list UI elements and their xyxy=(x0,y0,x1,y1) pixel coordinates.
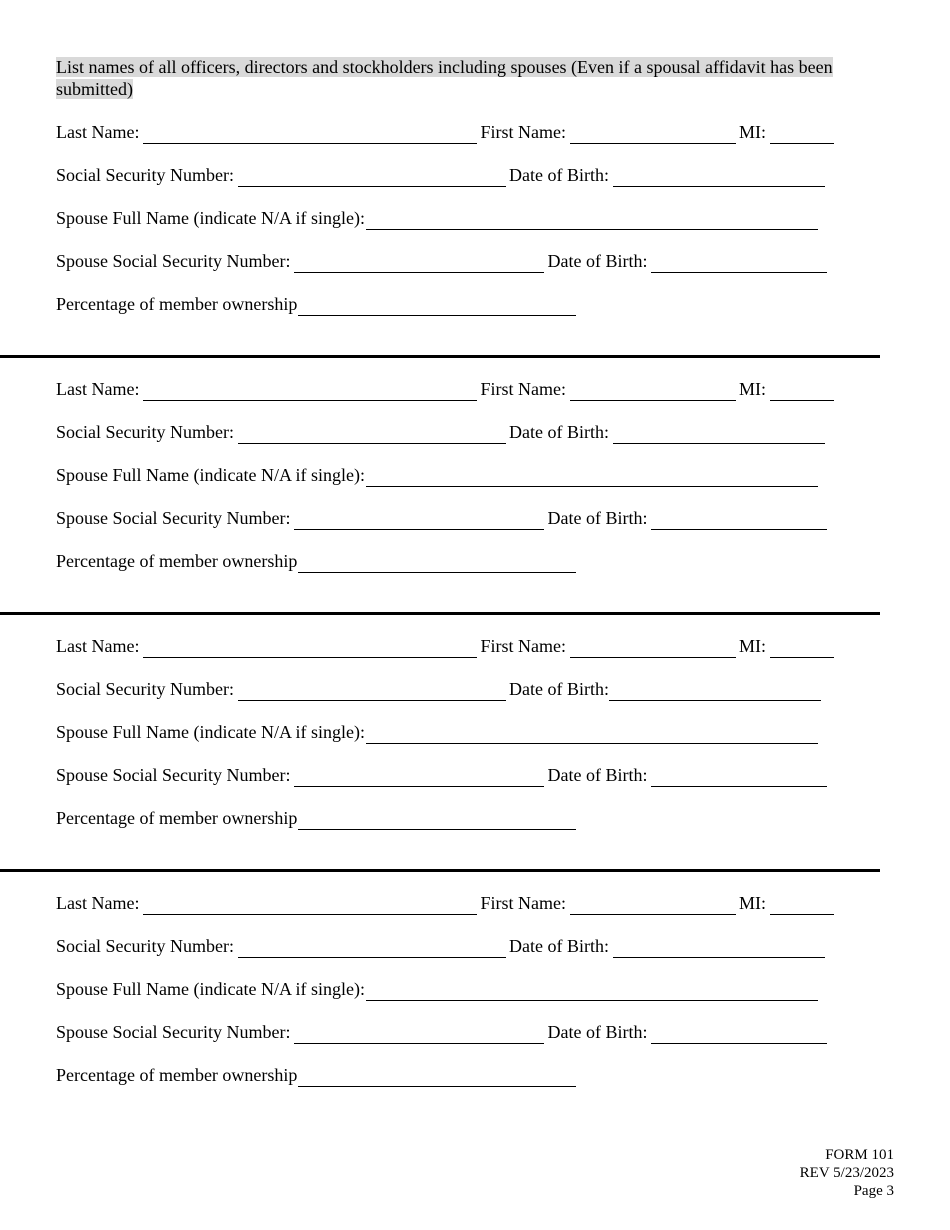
name-row xyxy=(56,120,837,144)
first-name-field[interactable] xyxy=(570,896,736,915)
last-name-label: Last Name: xyxy=(56,379,140,399)
mi-field[interactable] xyxy=(770,639,834,658)
percentage-row xyxy=(56,1063,579,1087)
spouse-name-label: Spouse Full Name (indicate N/A if single): xyxy=(56,979,365,999)
spouse-name-label: Spouse Full Name (indicate N/A if single): xyxy=(56,465,365,485)
section-divider xyxy=(0,869,880,872)
percentage-field[interactable] xyxy=(298,297,576,316)
name-row xyxy=(56,891,837,915)
percentage-label: Percentage of member ownership xyxy=(56,551,298,571)
spouse-name-row xyxy=(56,720,821,744)
instructions xyxy=(56,56,866,100)
ssn-field[interactable] xyxy=(238,939,506,958)
dob-field[interactable] xyxy=(613,939,825,958)
spouse-dob-field[interactable] xyxy=(651,254,827,273)
ssn-field[interactable] xyxy=(238,168,506,187)
spouse-ssn-field[interactable] xyxy=(294,511,544,530)
page-number: Page 3 xyxy=(853,1183,894,1199)
spouse-name-label: Spouse Full Name (indicate N/A if single): xyxy=(56,208,365,228)
dob-label: Date of Birth: xyxy=(508,422,609,442)
mi-label: MI: xyxy=(738,893,766,913)
last-name-field[interactable] xyxy=(143,125,477,144)
ssn-row xyxy=(56,163,828,187)
name-row xyxy=(56,634,837,658)
first-name-label: First Name: xyxy=(480,122,566,142)
last-name-label: Last Name: xyxy=(56,893,140,913)
form-footer xyxy=(800,1146,894,1200)
spouse-dob-field[interactable] xyxy=(651,511,827,530)
first-name-field[interactable] xyxy=(570,639,736,658)
member-section-2 xyxy=(0,369,950,629)
last-name-field[interactable] xyxy=(143,639,477,658)
spouse-name-row xyxy=(56,206,821,230)
percentage-row xyxy=(56,549,579,573)
spouse-ssn-label: Spouse Social Security Number: xyxy=(56,251,291,271)
spouse-ssn-field[interactable] xyxy=(294,254,544,273)
mi-label: MI: xyxy=(738,122,766,142)
first-name-label: First Name: xyxy=(480,636,566,656)
ssn-row xyxy=(56,677,824,701)
mi-field[interactable] xyxy=(770,382,834,401)
percentage-label: Percentage of member ownership xyxy=(56,294,298,314)
spouse-ssn-row xyxy=(56,763,830,787)
spouse-name-row xyxy=(56,977,821,1001)
spouse-ssn-label: Spouse Social Security Number: xyxy=(56,1022,291,1042)
last-name-label: Last Name: xyxy=(56,122,140,142)
dob-label: Date of Birth: xyxy=(508,165,609,185)
spouse-dob-field[interactable] xyxy=(651,1025,827,1044)
ssn-label: Social Security Number: xyxy=(56,422,234,442)
dob-field[interactable] xyxy=(609,682,821,701)
member-section-1 xyxy=(0,112,950,372)
spouse-name-row xyxy=(56,463,821,487)
spouse-dob-label: Date of Birth: xyxy=(547,1022,648,1042)
last-name-field[interactable] xyxy=(143,896,477,915)
ssn-field[interactable] xyxy=(238,425,506,444)
spouse-name-field[interactable] xyxy=(366,468,818,487)
mi-label: MI: xyxy=(738,636,766,656)
spouse-ssn-row xyxy=(56,1020,830,1044)
spouse-name-label: Spouse Full Name (indicate N/A if single): xyxy=(56,722,365,742)
spouse-ssn-label: Spouse Social Security Number: xyxy=(56,765,291,785)
spouse-ssn-row xyxy=(56,249,830,273)
spouse-ssn-field[interactable] xyxy=(294,768,544,787)
spouse-name-field[interactable] xyxy=(366,982,818,1001)
form-number: FORM 101 xyxy=(825,1147,894,1163)
last-name-label: Last Name: xyxy=(56,636,140,656)
member-section-3 xyxy=(0,626,950,886)
spouse-dob-field[interactable] xyxy=(651,768,827,787)
percentage-row xyxy=(56,806,579,830)
first-name-field[interactable] xyxy=(570,125,736,144)
dob-label: Date of Birth: xyxy=(508,679,609,699)
spouse-ssn-label: Spouse Social Security Number: xyxy=(56,508,291,528)
dob-label: Date of Birth: xyxy=(508,936,609,956)
spouse-dob-label: Date of Birth: xyxy=(547,251,648,271)
member-section-4 xyxy=(0,883,950,1143)
dob-field[interactable] xyxy=(613,168,825,187)
instructions-text: List names of all officers, directors and stockholders including spouses (Even if a spousal affidavit has been submitted) xyxy=(56,57,833,99)
first-name-label: First Name: xyxy=(480,893,566,913)
section-divider xyxy=(0,612,880,615)
ssn-row xyxy=(56,420,828,444)
ssn-label: Social Security Number: xyxy=(56,165,234,185)
form-revision: REV 5/23/2023 xyxy=(799,1165,894,1181)
spouse-ssn-field[interactable] xyxy=(294,1025,544,1044)
mi-label: MI: xyxy=(738,379,766,399)
mi-field[interactable] xyxy=(770,125,834,144)
percentage-field[interactable] xyxy=(298,811,576,830)
spouse-dob-label: Date of Birth: xyxy=(547,508,648,528)
ssn-field[interactable] xyxy=(238,682,506,701)
spouse-name-field[interactable] xyxy=(366,211,818,230)
percentage-field[interactable] xyxy=(298,554,576,573)
percentage-field[interactable] xyxy=(298,1068,576,1087)
ssn-row xyxy=(56,934,828,958)
mi-field[interactable] xyxy=(770,896,834,915)
spouse-dob-label: Date of Birth: xyxy=(547,765,648,785)
dob-field[interactable] xyxy=(613,425,825,444)
name-row xyxy=(56,377,837,401)
ssn-label: Social Security Number: xyxy=(56,936,234,956)
section-divider xyxy=(0,355,880,358)
last-name-field[interactable] xyxy=(143,382,477,401)
ssn-label: Social Security Number: xyxy=(56,679,234,699)
percentage-label: Percentage of member ownership xyxy=(56,1065,298,1085)
spouse-ssn-row xyxy=(56,506,830,530)
spouse-name-field[interactable] xyxy=(366,725,818,744)
percentage-label: Percentage of member ownership xyxy=(56,808,298,828)
first-name-label: First Name: xyxy=(480,379,566,399)
first-name-field[interactable] xyxy=(570,382,736,401)
percentage-row xyxy=(56,292,579,316)
